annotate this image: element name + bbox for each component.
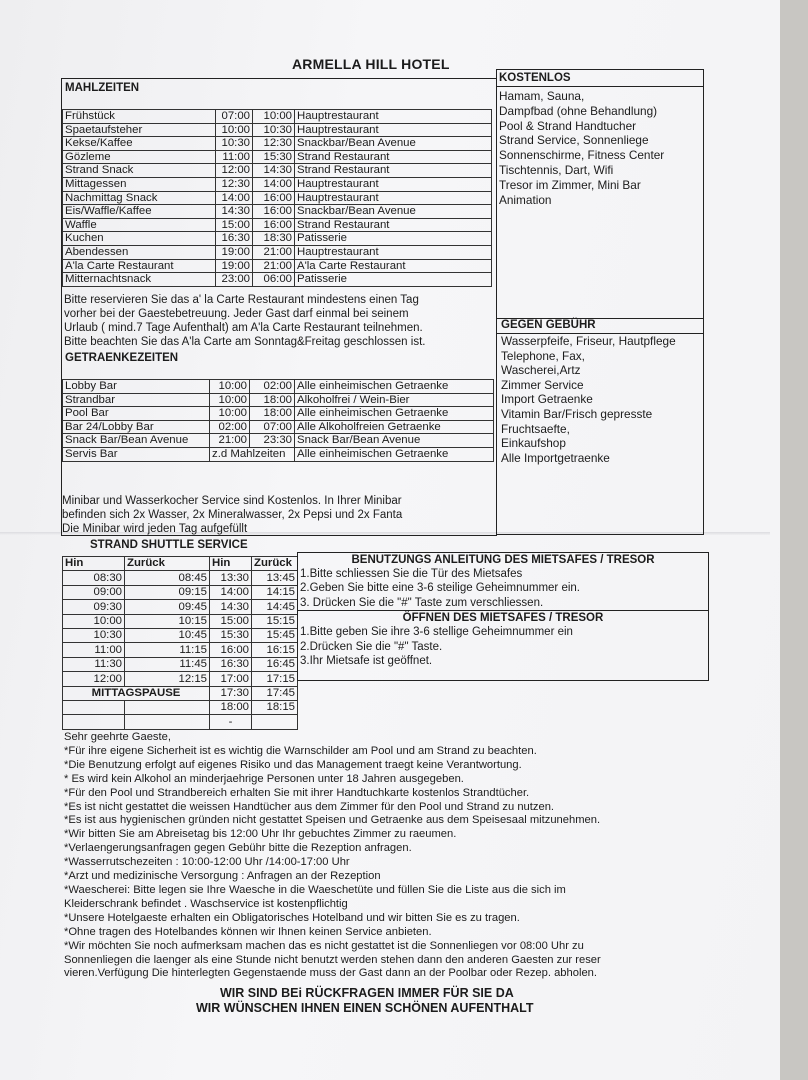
drink-from: 21:00 (210, 434, 250, 448)
guest-note-line: vieren.Verfügung Die hinterlegten Gegenstaende muss der Gast dann an der Poolbar oder Rezep. abholen. (64, 967, 598, 980)
meal-name: Frühstück (63, 110, 216, 124)
drink-row (63, 393, 494, 407)
shuttle-time: 10:30 (63, 628, 125, 642)
paid-services-list (501, 334, 676, 465)
meal-to: 18:30 (253, 232, 295, 246)
guest-note-line: * Es wird kein Alkohol an minderjaehrige Personen unter 18 Jahren ausgegeben. (64, 772, 464, 785)
shuttle-row (63, 672, 298, 686)
shuttle-time: 14:45 (252, 600, 298, 614)
shuttle-time: 12:15 (125, 672, 210, 686)
shuttle-time: 16:15 (252, 643, 298, 657)
guest-note-line: *Für den Pool und Strandbereich erhalten Sie mit ihrer Handtuchkarte kostenlos Strandtücher. (64, 786, 530, 799)
meal-name: Abendessen (63, 245, 216, 259)
shuttle-time: 12:00 (63, 672, 125, 686)
meals-note-line: Bitte beachten Sie das A'la Carte am Sonntag&Freitag geschlossen ist. (64, 336, 426, 348)
minibar-line: befinden sich 2x Wasser, 2x Mineralwasser, 2x Pepsi und 2x Fanta (62, 509, 403, 521)
shuttle-time: 13:30 (210, 571, 252, 585)
shuttle-column-header: Hin (210, 557, 252, 571)
shuttle-time: 15:15 (252, 614, 298, 628)
shuttle-time: 08:45 (125, 571, 210, 585)
guest-note-line: Sonnenliegen die laenger als eine Stunde nicht benutzt werden stehen dann den anderen Gaesten zur reser (64, 953, 601, 966)
paid-service-item: Vitamin Bar/Frisch gepresste (501, 406, 653, 421)
paid-service-item: Fruchtsaefte, (501, 421, 570, 436)
meal-to: 12:30 (253, 137, 295, 151)
paid-service-item: Import Getraenke (501, 392, 593, 407)
closing-line-1: WIR SIND BEi RÜCKFRAGEN IMMER FÜR SIE DA (220, 986, 514, 1000)
meal-row (63, 137, 492, 151)
meal-from: 07:00 (216, 110, 253, 124)
meal-place: Hauptrestaurant (295, 110, 492, 124)
shuttle-header: STRAND SHUTTLE SERVICE (90, 539, 248, 551)
free-service-item: Hamam, Sauna, (499, 89, 585, 103)
drink-bar-name: Pool Bar (63, 407, 210, 421)
shuttle-row (63, 657, 298, 671)
shuttle-empty-cell (125, 700, 210, 714)
shuttle-column-header: Zurück (125, 557, 210, 571)
shuttle-time: 09:00 (63, 585, 125, 599)
meal-from: 12:00 (216, 164, 253, 178)
free-service-item: Dampfbad (ohne Behandlung) (499, 103, 658, 118)
drink-to: 18:00 (250, 407, 295, 421)
hotel-title: ARMELLA HILL HOTEL (292, 56, 450, 72)
meal-place: A'la Carte Restaurant (295, 259, 492, 273)
shuttle-time: 18:00 (210, 700, 252, 714)
drink-to: 18:00 (250, 393, 295, 407)
drinks-header: GETRAENKEZEITEN (65, 352, 179, 364)
shuttle-empty-cell (63, 715, 125, 729)
meal-place: Strand Restaurant (295, 218, 492, 232)
drink-bar-name: Snack Bar/Bean Avenue (63, 434, 210, 448)
shuttle-row (63, 715, 298, 729)
drink-from: 10:00 (210, 380, 250, 394)
shuttle-time: 15:30 (210, 628, 252, 642)
shuttle-time: 13:45 (252, 571, 298, 585)
shuttle-row (63, 614, 298, 628)
shuttle-time: - (210, 715, 252, 729)
meal-place: Strand Restaurant (295, 164, 492, 178)
meal-row (63, 259, 492, 273)
shuttle-time: 14:15 (252, 585, 298, 599)
safe-open-step: 2.Drücken Sie die "#" Taste. (300, 640, 443, 653)
guest-note-line: *Es ist aus hygienischen gründen nicht gestattet Speisen und Getraenke aus dem Speisesaal mitzunehmen. (64, 814, 601, 827)
shuttle-empty-cell (63, 700, 125, 714)
free-service-item: Strand Service, Sonnenliege (499, 133, 649, 148)
shuttle-time: 09:15 (125, 585, 210, 599)
drink-description: Alle einheimischen Getraenke (295, 447, 494, 461)
meal-row (63, 232, 492, 246)
shuttle-time: 09:45 (125, 600, 210, 614)
shuttle-time: 11:45 (125, 657, 210, 671)
guest-notes (64, 731, 601, 981)
meal-to: 14:30 (253, 164, 295, 178)
guest-note-line: Kleiderschrank befindet . Waschservice ist kostenpflichtig (64, 897, 348, 910)
meal-row (63, 218, 492, 232)
drink-description: Alle Alkoholfreien Getraenke (295, 420, 494, 434)
safe-open-step: 1.Bitte geben Sie ihre 3-6 stellige Geheimnummer ein (300, 626, 573, 639)
meal-name: A'la Carte Restaurant (63, 259, 216, 273)
drink-description: Snack Bar/Bean Avenue (295, 434, 494, 448)
safe-close-title: BENUTZUNGS ANLEITUNG DES MIETSAFES / TRESOR (351, 554, 655, 566)
meals-header: MAHLZEITEN (65, 82, 140, 94)
drink-row (63, 420, 494, 434)
guest-note-line: *Verlaengerungsanfragen gegen Gebühr bitte die Rezeption anfragen. (64, 842, 412, 855)
guest-note-line: *Arzt und medizinische Versorgung : Anfragen an der Rezeption (64, 870, 381, 883)
drink-from: 10:00 (210, 407, 250, 421)
shuttle-time: 15:45 (252, 628, 298, 642)
guest-note-line: *Waescherei: Bitte legen sie Ihre Waesche in die Waeschetüte und füllen Sie die Liste aus die sich im (64, 883, 566, 896)
drink-to: 23:30 (250, 434, 295, 448)
guest-note-line: *Die Benutzung erfolgt auf eigenes Risiko und das Management traegt keine Verantwortung. (64, 758, 522, 771)
drink-bar-name: Lobby Bar (63, 380, 210, 394)
shuttle-row (63, 643, 298, 657)
drink-from: 10:00 (210, 393, 250, 407)
meal-name: Gözleme (63, 150, 216, 164)
meal-from: 23:00 (216, 273, 253, 287)
drinks-table (62, 379, 494, 462)
shuttle-time: 16:45 (252, 657, 298, 671)
meal-from: 14:00 (216, 191, 253, 205)
meal-to: 16:00 (253, 205, 295, 219)
shuttle-time: 08:30 (63, 571, 125, 585)
meal-to: 16:00 (253, 191, 295, 205)
meals-notes (64, 293, 494, 349)
guest-note-line: *Für ihre eigene Sicherheit ist es wichtig die Warnschilder am Pool und am Strand zu beachten. (64, 744, 537, 757)
drink-to: 02:00 (250, 380, 295, 394)
meal-from: 14:30 (216, 205, 253, 219)
meal-name: Nachmittag Snack (63, 191, 216, 205)
paid-service-item: Telephone, Fax, (501, 348, 585, 363)
drink-from: 02:00 (210, 420, 250, 434)
drink-description: Alkoholfrei / Wein-Bier (295, 393, 494, 407)
meal-to: 21:00 (253, 245, 295, 259)
meal-to: 16:00 (253, 218, 295, 232)
meal-row (63, 150, 492, 164)
shuttle-column-header: Hin (63, 557, 125, 571)
shuttle-time: 10:45 (125, 628, 210, 642)
closing-line-2: WIR WÜNSCHEN IHNEN EINEN SCHÖNEN AUFENTHALT (196, 1001, 534, 1015)
meal-place: Hauptrestaurant (295, 123, 492, 137)
drink-bar-name: Servis Bar (63, 447, 210, 461)
meal-name: Eis/Waffle/Kaffee (63, 205, 216, 219)
meal-place: Patisserie (295, 273, 492, 287)
meal-row (63, 205, 492, 219)
safe-instructions-box (297, 552, 709, 681)
paid-service-item: Einkaufshop (501, 436, 566, 451)
shuttle-time: 17:45 (252, 686, 298, 700)
guest-note-line: *Wir möchten Sie noch aufmerksam machen das es nicht gestattet ist die Sonnenliegen vor 08:00 Uhr zu (64, 939, 584, 952)
drink-row (63, 380, 494, 394)
guest-note-line: *Wasserrutschezeiten : 10:00-12:00 Uhr /14:00-17:00 Uhr (64, 856, 350, 869)
shuttle-time: 17:15 (252, 672, 298, 686)
shuttle-header-row (63, 557, 298, 571)
meal-name: Mitternachtsnack (63, 273, 216, 287)
paid-service-item: Alle Importgetraenke (501, 450, 610, 465)
meal-to: 06:00 (253, 273, 295, 287)
free-service-item: Pool & Strand Handtucher (499, 118, 637, 133)
safe-close-step: 3. Drücken Sie die "#" Taste zum verschliessen. (300, 596, 544, 609)
guest-note-line: Sehr geehrte Gaeste, (64, 731, 171, 743)
meals-note-line: Urlaub ( mind.7 Tage Aufenthalt) am A'la Carte Restaurant teilnehmen. (64, 322, 423, 334)
drink-hours: z.d Mahlzeiten (210, 447, 295, 461)
shuttle-time: 18:15 (252, 700, 298, 714)
shuttle-time: 17:00 (210, 672, 252, 686)
free-header: KOSTENLOS (499, 72, 571, 84)
free-service-item: Animation (499, 192, 552, 207)
meal-from: 10:00 (216, 123, 253, 137)
shuttle-time: 10:15 (125, 614, 210, 628)
shuttle-time (252, 715, 298, 729)
meal-to: 10:30 (253, 123, 295, 137)
minibar-line: Die Minibar wird jeden Tag aufgefüllt (62, 523, 248, 535)
paid-service-item: Zimmer Service (501, 377, 584, 392)
meal-place: Hauptrestaurant (295, 177, 492, 191)
shuttle-time: 11:00 (63, 643, 125, 657)
meal-row (63, 177, 492, 191)
guest-note-line: *Es ist nicht gestattet die weissen Handtücher aus dem Zimmer für den Pool und Strand zu nutzen. (64, 800, 555, 813)
meal-name: Kuchen (63, 232, 216, 246)
meals-note-line: vorher bei der Gaestebetreuung. Jeder Gast darf einmal bei seinem (64, 308, 409, 320)
paid-service-item: Wascherei,Artz (501, 363, 581, 378)
meal-name: Mittagessen (63, 177, 216, 191)
shuttle-row (63, 585, 298, 599)
drink-bar-name: Strandbar (63, 393, 210, 407)
shuttle-row (63, 571, 298, 585)
paid-service-item: Wasserpfeife, Friseur, Hautpflege (501, 334, 676, 348)
drink-description: Alle einheimischen Getraenke (295, 380, 494, 394)
free-service-item: Tischtennis, Dart, Wifi (499, 162, 614, 177)
meal-from: 15:00 (216, 218, 253, 232)
meal-from: 11:00 (216, 150, 253, 164)
shuttle-time: 14:30 (210, 600, 252, 614)
shuttle-empty-cell (125, 715, 210, 729)
meal-place: Hauptrestaurant (295, 245, 492, 259)
safe-close-step: 2.Geben Sie bitte eine 3-6 steilige Geheimnummer ein. (300, 582, 580, 595)
guest-note-line: *Wir bitten Sie am Abreisetag bis 12:00 Uhr Ihr gebuchtes Zimmer zu raeumen. (64, 828, 457, 841)
meal-name: Spaetaufsteher (63, 123, 216, 137)
free-services-list (499, 89, 664, 207)
minibar-note (62, 494, 492, 536)
meal-from: 19:00 (216, 259, 253, 273)
shuttle-time: 11:15 (125, 643, 210, 657)
meals-note-line: Bitte reservieren Sie das a' la Carte Restaurant mindestens einen Tag (64, 294, 419, 306)
meal-to: 10:00 (253, 110, 295, 124)
meal-row (63, 273, 492, 287)
drink-bar-name: Bar 24/Lobby Bar (63, 420, 210, 434)
meal-place: Snackbar/Bean Avenue (295, 137, 492, 151)
free-service-item: Sonnenschirme, Fitness Center (499, 148, 665, 163)
free-service-item: Tresor im Zimmer, Mini Bar (499, 177, 641, 192)
shuttle-time: 16:00 (210, 643, 252, 657)
meal-from: 10:30 (216, 137, 253, 151)
meal-from: 16:30 (216, 232, 253, 246)
guest-note-line: *Ohne tragen des Hotelbandes können wir Ihnen keinen Service anbieten. (64, 925, 432, 938)
drink-row (63, 434, 494, 448)
shuttle-time: 11:30 (63, 657, 125, 671)
drink-description: Alle einheimischen Getraenke (295, 407, 494, 421)
shuttle-time: 14:00 (210, 585, 252, 599)
shuttle-table (62, 556, 298, 730)
paid-header: GEGEN GEBÜHR (501, 319, 596, 331)
shuttle-time: 09:30 (63, 600, 125, 614)
safe-close-step: 1.Bitte schliessen Sie die Tür des Mietsafes (300, 568, 523, 580)
drink-to: 07:00 (250, 420, 295, 434)
meal-name: Strand Snack (63, 164, 216, 178)
shuttle-row (63, 628, 298, 642)
shuttle-time: 16:30 (210, 657, 252, 671)
drink-row (63, 407, 494, 421)
drink-row (63, 447, 494, 461)
safe-open-title: ÖFFNEN DES MIETSAFES / TRESOR (402, 612, 604, 625)
shuttle-row (63, 600, 298, 614)
meal-place: Snackbar/Bean Avenue (295, 205, 492, 219)
meal-row (63, 245, 492, 259)
shuttle-row (63, 686, 298, 700)
shuttle-time: 17:30 (210, 686, 252, 700)
meal-name: Waffle (63, 218, 216, 232)
meal-to: 15:30 (253, 150, 295, 164)
meal-from: 19:00 (216, 245, 253, 259)
meal-place: Hauptrestaurant (295, 191, 492, 205)
meal-from: 12:30 (216, 177, 253, 191)
guest-note-line: *Unsere Hotelgaeste erhalten ein Obligatorisches Hotelband und wir bitten Sie es zu tragen. (64, 911, 520, 924)
minibar-line: Minibar und Wasserkocher Service sind Kostenlos. In Ihrer Minibar (62, 495, 402, 507)
shuttle-time: 15:00 (210, 614, 252, 628)
shuttle-lunch-break-label: MITTAGSPAUSE (63, 686, 210, 700)
meal-to: 14:00 (253, 177, 295, 191)
meal-row (63, 164, 492, 178)
safe-open-step: 3.Ihr Mietsafe ist geöffnet. (300, 655, 433, 668)
meal-to: 21:00 (253, 259, 295, 273)
shuttle-row (63, 700, 298, 714)
meals-table (62, 109, 492, 287)
meal-name: Kekse/Kaffee (63, 137, 216, 151)
meal-row (63, 191, 492, 205)
free-header-divider (497, 86, 703, 87)
meal-place: Patisserie (295, 232, 492, 246)
meal-row (63, 123, 492, 137)
meal-row (63, 110, 492, 124)
meal-place: Strand Restaurant (295, 150, 492, 164)
shuttle-time: 10:00 (63, 614, 125, 628)
shuttle-column-header: Zurück (252, 557, 298, 571)
